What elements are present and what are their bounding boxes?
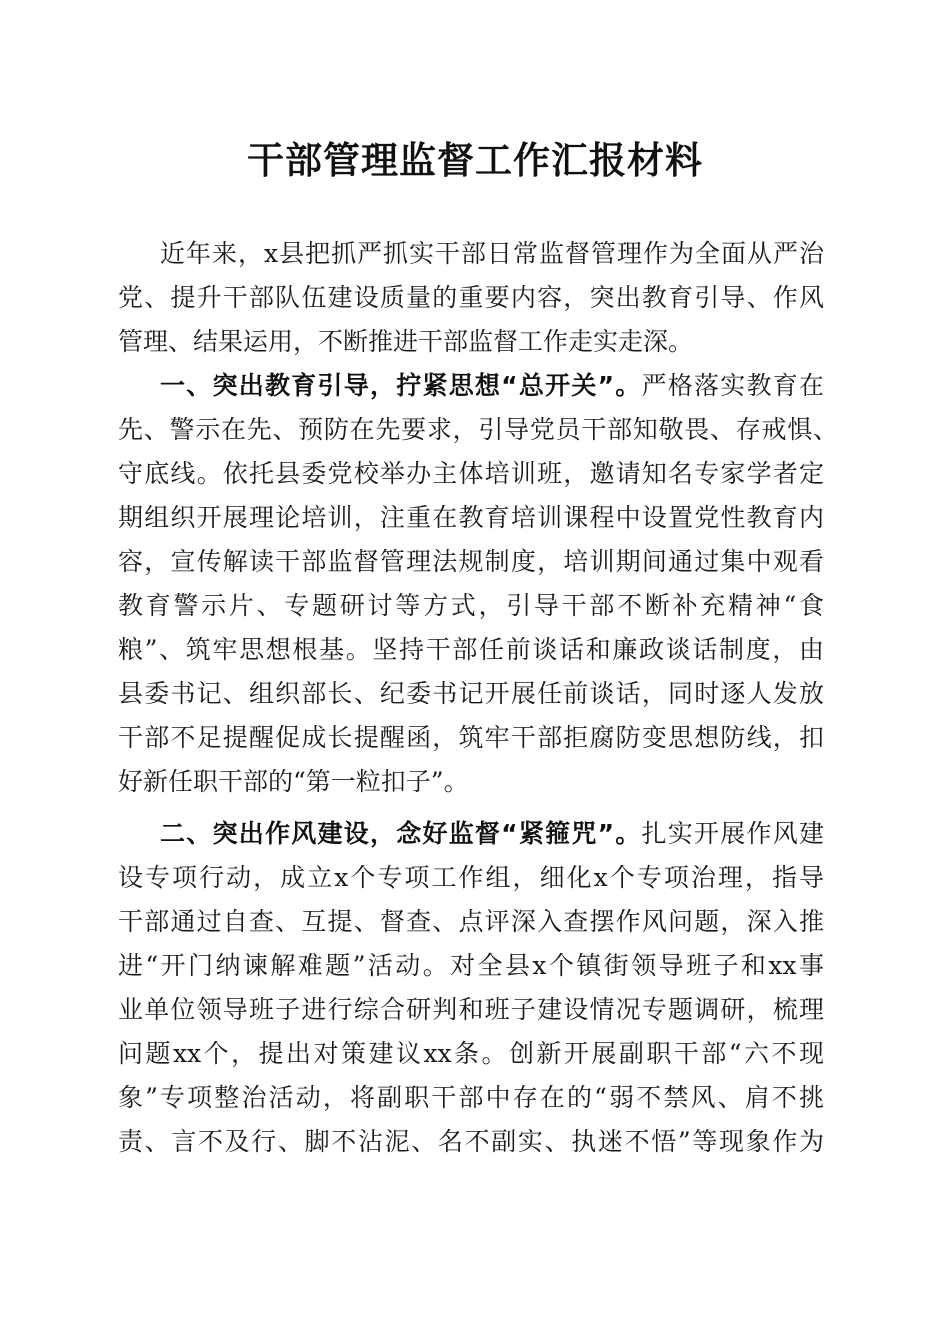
paragraph-line (160, 364, 824, 408)
paragraph-line: 近年来，x县把抓严抓实干部日常监督管理作为全面从严治 (160, 239, 824, 268)
paragraph-line: 教育警示片、专题研讨等方式，引导干部不断补充精神“食 (118, 591, 824, 620)
paragraph-line: 好新任职干部的“第一粒扣子”。 (118, 767, 469, 796)
paragraph-line: 县委书记、组织部长、纪委书记开展任前谈话，同时逐人发放 (118, 679, 824, 708)
paragraph-line-rest: 严格落实教育在 (641, 371, 824, 400)
paragraph-line: 先、警示在先、预防在先要求，引导党员干部知敬畏、存戒惧、 (118, 415, 838, 444)
paragraph-line: 粮”、筑牢思想根基。坚持干部任前谈话和廉政谈话制度，由 (118, 635, 824, 664)
paragraph-line: 进“开门纳谏解难题”活动。对全县x个镇街领导班子和xx事 (118, 951, 824, 980)
paragraph-line: 党、提升干部队伍建设质量的重要内容，突出教育引导、作风 (118, 283, 824, 312)
paragraph-line: 业单位领导班子进行综合研判和班子建设情况专题调研，梳理 (118, 995, 824, 1024)
paragraph-line: 干部不足提醒促成长提醒函，筑牢干部拒腐防变思想防线，扣 (118, 723, 824, 752)
paragraph-line: 责、言不及行、脚不沾泥、名不副实、执迷不悟”等现象作为 (118, 1127, 824, 1156)
paragraph-line-rest: 扎实开展作风建 (641, 819, 824, 848)
paragraph-line: 干部通过自查、互提、督查、点评深入查摆作风问题，深入推 (118, 907, 824, 936)
paragraph-line (160, 812, 824, 856)
paragraph-line: 期组织开展理论培训，注重在教育培训课程中设置党性教育内 (118, 503, 824, 532)
paragraph-line: 守底线。依托县委党校举办主体培训班，邀请知名专家学者定 (118, 459, 824, 488)
paragraph-line: 管理、结果运用，不断推进干部监督工作走实走深。 (118, 327, 694, 356)
section-heading: 一、突出教育引导，拧紧思想“总开关”。 (160, 371, 642, 400)
paragraph-line: 象”专项整治活动，将副职干部中存在的“弱不禁风、肩不挑 (118, 1083, 824, 1112)
paragraph-line: 问题xx个，提出对策建议xx条。创新开展副职干部“六不现 (118, 1039, 824, 1068)
paragraph-line: 设专项行动，成立x个专项工作组，细化x个专项治理，指导 (118, 863, 824, 892)
section-heading: 二、突出作风建设，念好监督“紧箍咒”。 (160, 819, 642, 848)
paragraph-line: 容，宣传解读干部监督管理法规制度，培训期间通过集中观看 (118, 547, 824, 576)
document-title: 干部管理监督工作汇报材料 (247, 138, 703, 182)
